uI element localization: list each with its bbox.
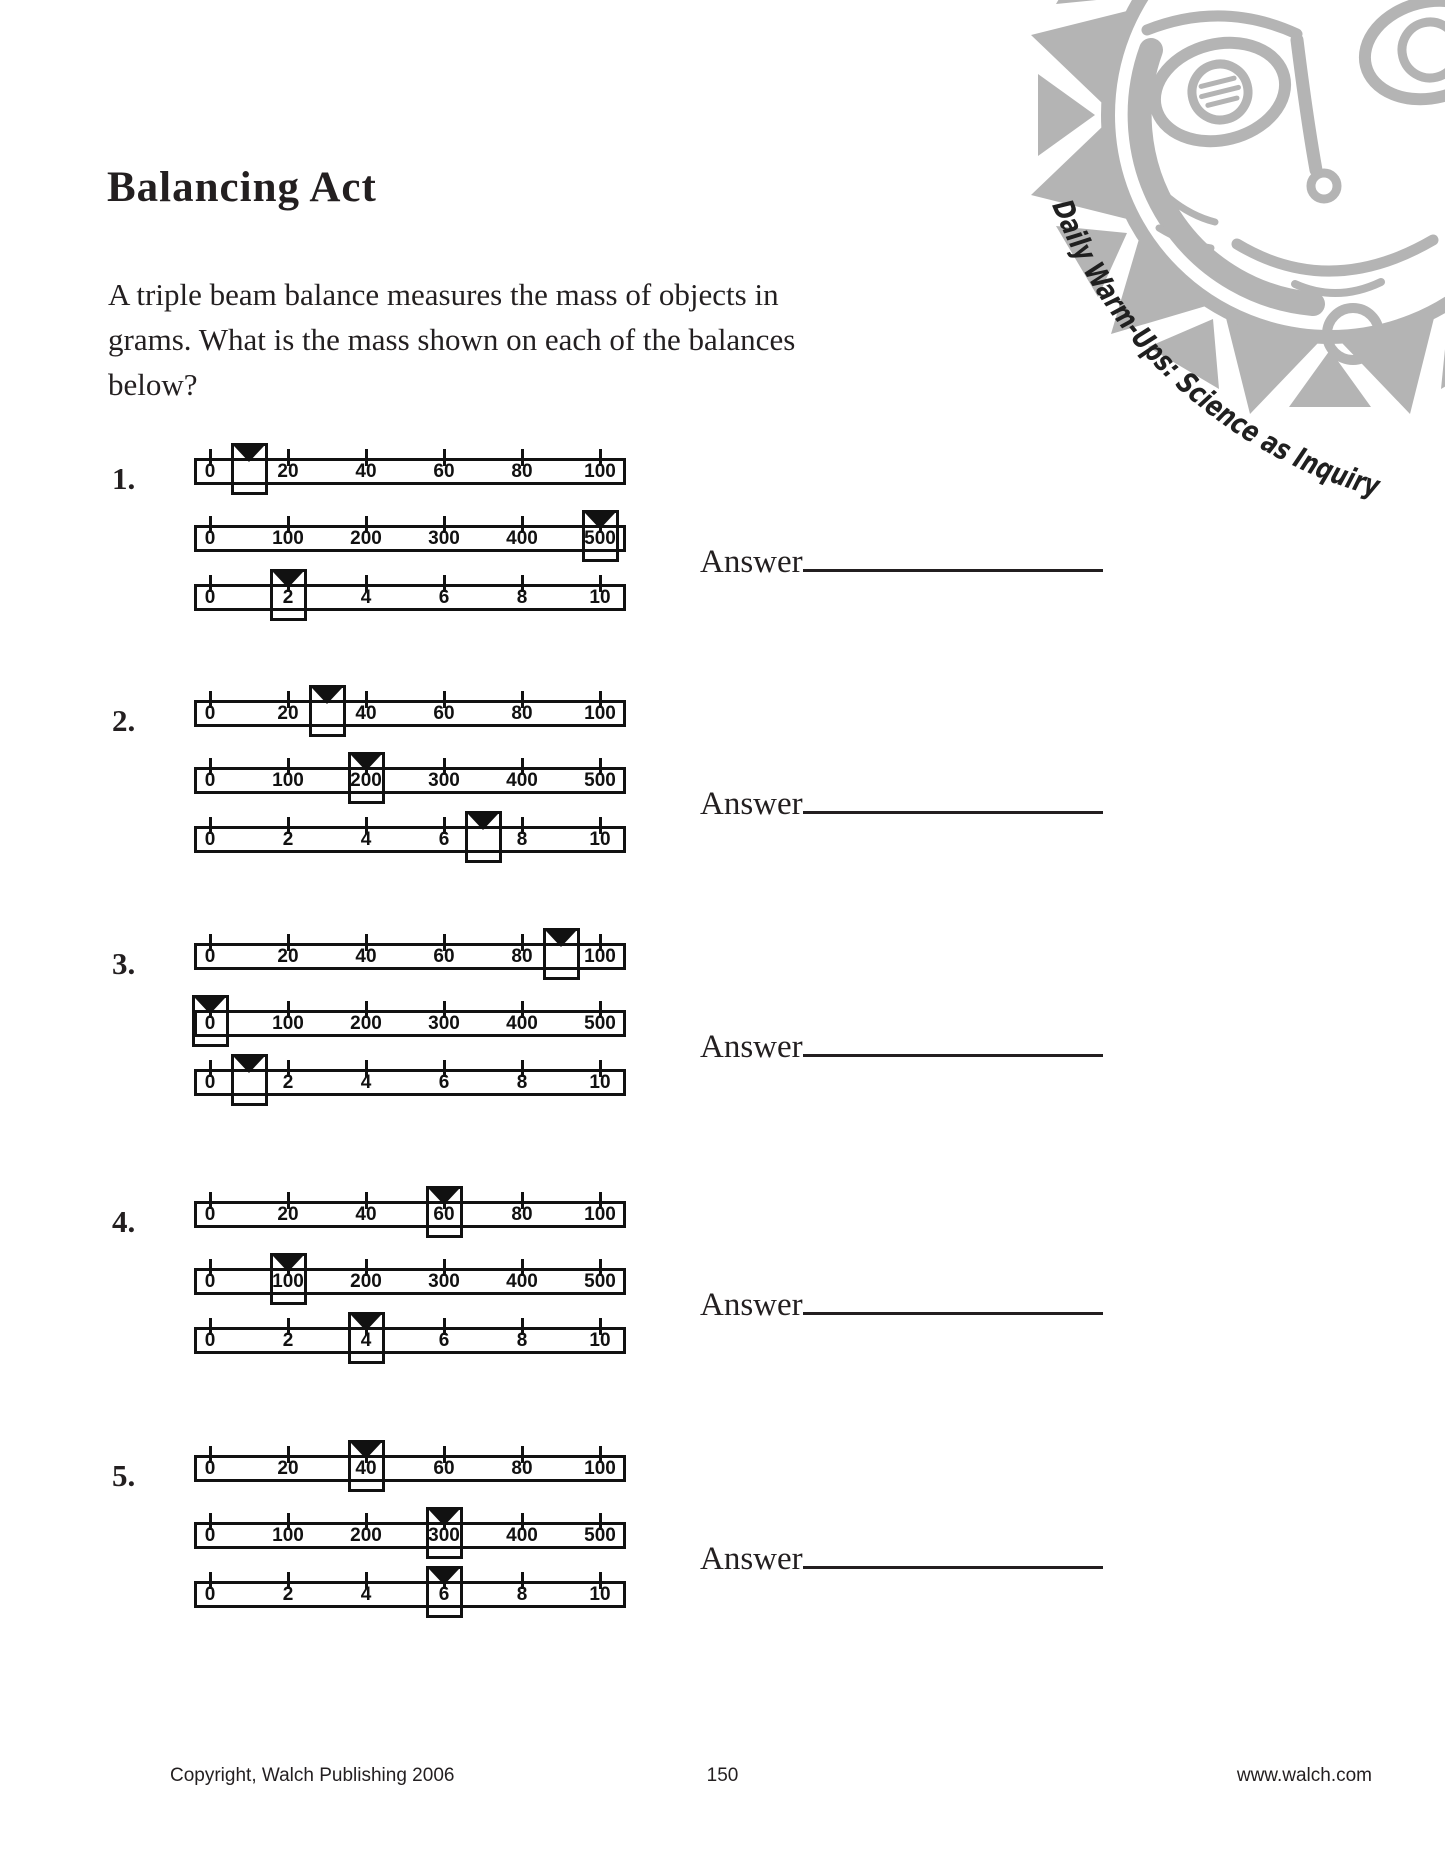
beam-rider <box>231 1054 268 1106</box>
beam-tick-label: 6 <box>438 1584 450 1605</box>
beam-tick-label: 300 <box>428 528 460 549</box>
balance-beam <box>194 1010 626 1037</box>
beam-tick-label: 8 <box>516 829 528 850</box>
footer-copyright: Copyright, Walch Publishing 2006 <box>170 1765 455 1786</box>
intro-text <box>108 272 795 407</box>
beam-tick-label: 20 <box>277 703 299 724</box>
balance-beam <box>194 1455 626 1482</box>
beam-rider <box>426 1186 463 1238</box>
beam-tick-label: 8 <box>516 587 528 608</box>
beam-tick-label: 500 <box>584 1525 616 1546</box>
balance-beam <box>194 1201 626 1228</box>
beam-tick-label: 0 <box>204 1584 216 1605</box>
beam-tick-label: 10 <box>589 1584 611 1605</box>
answer-blank-line <box>803 811 1103 814</box>
beam-rider <box>348 1312 385 1364</box>
beam-tick-label: 10 <box>589 1072 611 1093</box>
beam-tick-label: 6 <box>438 1072 450 1093</box>
answer-blank-line <box>803 1054 1103 1057</box>
beam-tick-label: 100 <box>272 1525 304 1546</box>
balance-beam <box>194 943 626 970</box>
beam-tick-label: 0 <box>204 770 216 791</box>
beam-tick-label: 20 <box>277 461 299 482</box>
answer-row <box>700 1540 1103 1580</box>
beam-rider <box>348 1440 385 1492</box>
rider-pointer-icon <box>585 513 615 529</box>
beam-tick-label: 0 <box>204 1013 216 1034</box>
rider-pointer-icon <box>273 1256 303 1272</box>
beam-tick-label: 60 <box>433 461 455 482</box>
beam-rider <box>426 1566 463 1618</box>
beam-tick-label: 200 <box>350 770 382 791</box>
beam-tick-label: 80 <box>511 1204 533 1225</box>
beam-tick-label: 80 <box>511 461 533 482</box>
answer-label: Answer <box>700 1029 803 1065</box>
beam-tick-label: 0 <box>204 946 216 967</box>
beam-tick-label: 200 <box>350 1013 382 1034</box>
rider-pointer-icon <box>351 1443 381 1459</box>
beam-tick-label: 20 <box>277 1204 299 1225</box>
beam-tick-label: 100 <box>272 1271 304 1292</box>
beam-tick-label: 60 <box>433 946 455 967</box>
beam-tick-label: 8 <box>516 1072 528 1093</box>
problem-number: 5. <box>112 1458 136 1493</box>
balance-beam <box>194 700 626 727</box>
balance-beam <box>194 1069 626 1096</box>
beam-tick-label: 0 <box>204 528 216 549</box>
rider-pointer-icon <box>468 814 498 830</box>
beam-tick-label: 400 <box>506 770 538 791</box>
balance-beam <box>194 826 626 853</box>
answer-label: Answer <box>700 1287 803 1323</box>
rider-pointer-icon <box>234 446 264 462</box>
beam-tick-label: 400 <box>506 1525 538 1546</box>
beam-tick-label: 10 <box>589 587 611 608</box>
beam-tick-label: 0 <box>204 1525 216 1546</box>
beam-tick-label: 0 <box>204 461 216 482</box>
beam-tick-label: 10 <box>589 829 611 850</box>
beam-tick-label: 300 <box>428 1013 460 1034</box>
beam-tick-label: 500 <box>584 770 616 791</box>
answer-row <box>700 1286 1103 1326</box>
answer-label: Answer <box>700 544 803 580</box>
beam-tick-label: 0 <box>204 1072 216 1093</box>
beam-tick-label: 0 <box>204 703 216 724</box>
beam-tick-label: 80 <box>511 1458 533 1479</box>
beam-tick-label: 40 <box>355 946 377 967</box>
balance-beam <box>194 1522 626 1549</box>
series-title-curved-text: Daily Warm-Ups: Science as Inquiry <box>1045 194 1388 505</box>
beam-rider <box>426 1507 463 1559</box>
beam-tick-label: 40 <box>355 703 377 724</box>
beam-tick-label: 4 <box>360 1584 372 1605</box>
beam-tick-label: 80 <box>511 703 533 724</box>
balance-beam <box>194 525 626 552</box>
beam-rider <box>270 569 307 621</box>
beam-tick-label: 200 <box>350 1525 382 1546</box>
beam-tick-label: 0 <box>204 829 216 850</box>
answer-blank-line <box>803 1566 1103 1569</box>
beam-tick-label: 0 <box>204 1204 216 1225</box>
balance-beam <box>194 767 626 794</box>
beam-tick-label: 100 <box>272 528 304 549</box>
rider-pointer-icon <box>429 1510 459 1526</box>
beam-rider <box>582 510 619 562</box>
beam-tick-label: 40 <box>355 461 377 482</box>
rider-pointer-icon <box>273 572 303 588</box>
rider-pointer-icon <box>429 1569 459 1585</box>
beam-tick-label: 2 <box>282 1072 294 1093</box>
answer-blank-line <box>803 1312 1103 1315</box>
beam-tick-label: 0 <box>204 1271 216 1292</box>
beam-tick-label: 400 <box>506 528 538 549</box>
answer-label: Answer <box>700 1541 803 1577</box>
beam-tick-label: 200 <box>350 528 382 549</box>
beam-tick-label: 80 <box>511 946 533 967</box>
beam-tick-label: 400 <box>506 1271 538 1292</box>
footer-url: www.walch.com <box>1236 1765 1372 1786</box>
beam-tick-label: 2 <box>282 1330 294 1351</box>
beam-tick-label: 100 <box>584 1204 616 1225</box>
beam-tick-label: 40 <box>355 1458 377 1479</box>
beam-tick-label: 0 <box>204 1330 216 1351</box>
beam-tick-label: 4 <box>360 1072 372 1093</box>
intro-line: below? <box>108 367 198 402</box>
beam-tick-label: 100 <box>272 770 304 791</box>
beam-tick-label: 20 <box>277 946 299 967</box>
answer-row <box>700 543 1103 583</box>
balance-beam <box>194 1581 626 1608</box>
intro-line: A triple beam balance measures the mass of objects in <box>108 277 779 312</box>
beam-tick-label: 400 <box>506 1013 538 1034</box>
beam-rider <box>348 752 385 804</box>
answer-row <box>700 1028 1103 1068</box>
answer-row <box>700 785 1103 825</box>
beam-tick-label: 4 <box>360 829 372 850</box>
beam-rider <box>543 928 580 980</box>
balance-beam <box>194 458 626 485</box>
beam-tick-label: 300 <box>428 1525 460 1546</box>
rider-pointer-icon <box>546 931 576 947</box>
beam-tick-label: 40 <box>355 1204 377 1225</box>
beam-tick-label: 0 <box>204 587 216 608</box>
intro-line: grams. What is the mass shown on each of the balances <box>108 322 796 357</box>
balance-beam <box>194 1327 626 1354</box>
problem-number: 2. <box>112 703 136 738</box>
rider-pointer-icon <box>351 1315 381 1331</box>
beam-rider <box>309 685 346 737</box>
beam-tick-label: 6 <box>438 1330 450 1351</box>
beam-rider <box>465 811 502 863</box>
sun-watermark-illustration <box>975 0 1445 545</box>
beam-tick-label: 300 <box>428 1271 460 1292</box>
beam-rider <box>192 995 229 1047</box>
rider-pointer-icon <box>234 1057 264 1073</box>
rider-pointer-icon <box>312 688 342 704</box>
beam-tick-label: 6 <box>438 587 450 608</box>
beam-tick-label: 60 <box>433 1458 455 1479</box>
answer-label: Answer <box>700 786 803 822</box>
beam-tick-label: 100 <box>584 703 616 724</box>
beam-tick-label: 2 <box>282 829 294 850</box>
beam-tick-label: 4 <box>360 1330 372 1351</box>
beam-tick-label: 500 <box>584 528 616 549</box>
beam-tick-label: 0 <box>204 1458 216 1479</box>
beam-tick-label: 60 <box>433 703 455 724</box>
beam-tick-label: 6 <box>438 829 450 850</box>
rider-pointer-icon <box>195 998 225 1014</box>
beam-tick-label: 100 <box>584 1458 616 1479</box>
answer-blank-line <box>803 569 1103 572</box>
rider-pointer-icon <box>351 755 381 771</box>
worksheet-title: Balancing Act <box>107 164 377 211</box>
problem-number: 3. <box>112 946 136 981</box>
beam-tick-label: 20 <box>277 1458 299 1479</box>
beam-tick-label: 60 <box>433 1204 455 1225</box>
beam-tick-label: 500 <box>584 1013 616 1034</box>
problem-number: 1. <box>112 461 136 496</box>
beam-tick-label: 100 <box>584 461 616 482</box>
beam-rider <box>270 1253 307 1305</box>
problem-number: 4. <box>112 1204 136 1239</box>
footer-page-number: 150 <box>706 1765 739 1786</box>
balance-beam <box>194 1268 626 1295</box>
beam-tick-label: 100 <box>272 1013 304 1034</box>
beam-tick-label: 10 <box>589 1330 611 1351</box>
beam-tick-label: 8 <box>516 1330 528 1351</box>
beam-tick-label: 200 <box>350 1271 382 1292</box>
beam-tick-label: 8 <box>516 1584 528 1605</box>
beam-tick-label: 100 <box>584 946 616 967</box>
beam-tick-label: 2 <box>282 587 294 608</box>
balance-beam <box>194 584 626 611</box>
beam-tick-label: 4 <box>360 587 372 608</box>
rider-pointer-icon <box>429 1189 459 1205</box>
beam-rider <box>231 443 268 495</box>
beam-tick-label: 2 <box>282 1584 294 1605</box>
beam-tick-label: 300 <box>428 770 460 791</box>
beam-tick-label: 500 <box>584 1271 616 1292</box>
